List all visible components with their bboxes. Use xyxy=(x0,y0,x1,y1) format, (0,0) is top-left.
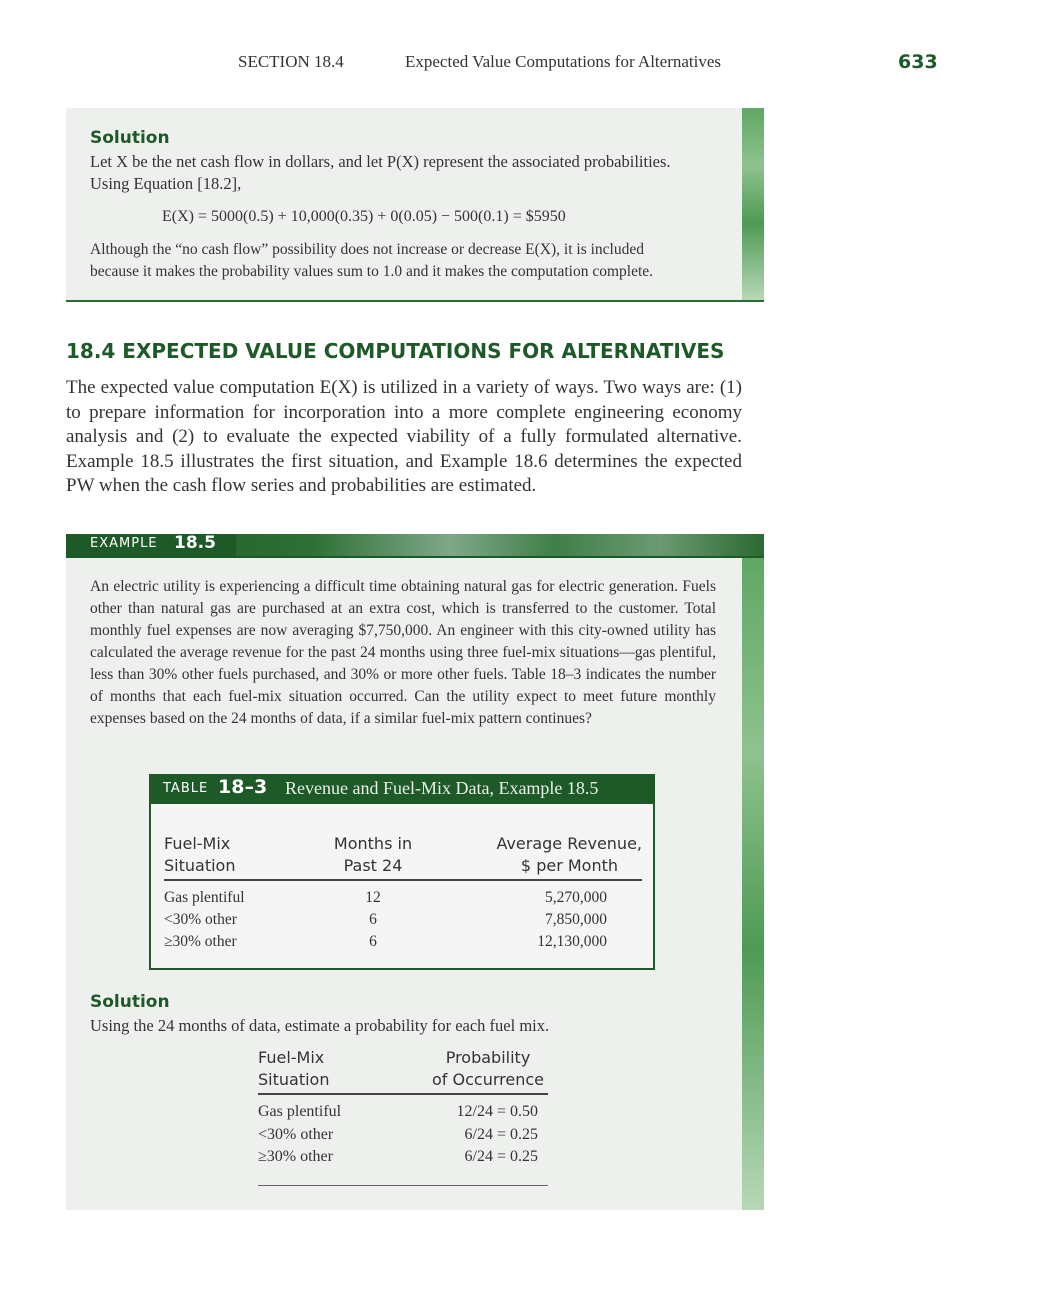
probability-header: of Occurrence xyxy=(432,1070,544,1089)
solution-note: because it makes the probability values sum to 1.0 and it makes the computation complete. xyxy=(90,263,654,280)
table-header: Past 24 xyxy=(343,856,403,875)
probability-cell: Gas plentiful xyxy=(258,1103,342,1120)
section-title: Expected Value Computations for Alternatives xyxy=(405,52,722,71)
solution-note: Although the “no cash flow” possibility does not increase or decrease E(X), it is included xyxy=(90,241,644,258)
table-header: Fuel-Mix xyxy=(164,834,231,853)
example-problem: An electric utility is experiencing a difficult time obtaining natural gas for electric generation. Fuels other than natural gas are purchased at an extra cost, which is transferred to the customer. Total monthly fuel expenses are now averaging $7,750,000. An engineer with this city-owned utility has calculated the average revenue for the past 24 months using three fuel-mix situations—gas plentiful, less than 30% other fuels purchased, and 30% or more other fuels. Table 18–3 indicates the number of months that each fuel-mix situation occurred. Can the utility expect to meet future monthly expenses based on the 24 months of data, if a similar fuel-mix pattern continues? xyxy=(90,578,716,727)
probability-cell: 6/24 = 0.25 xyxy=(464,1148,538,1165)
solution-line: Let X be the net cash flow in dollars, and let P(X) represent the associated probabilities. xyxy=(90,152,671,171)
table-caption: Revenue and Fuel-Mix Data, Example 18.5 xyxy=(285,778,599,798)
table-cell: Gas plentiful xyxy=(164,889,245,906)
table-cell: 6 xyxy=(369,933,377,950)
table-cell: 5,270,000 xyxy=(545,889,607,906)
table-label: TABLE xyxy=(163,781,209,796)
probability-header: Situation xyxy=(258,1070,330,1089)
table-header: Months in xyxy=(333,834,413,853)
table-cell: 7,850,000 xyxy=(545,911,607,928)
decorative-side-strip xyxy=(742,556,764,1210)
probability-cell: ≥30% other xyxy=(258,1148,333,1165)
solution-heading: Solution xyxy=(90,128,170,148)
probability-header: Probability xyxy=(445,1048,531,1067)
probability-header: Fuel-Mix xyxy=(258,1048,325,1067)
probability-cell: 6/24 = 0.25 xyxy=(464,1126,538,1143)
table-header-rule xyxy=(164,879,642,881)
section-label: SECTION 18.4 xyxy=(238,52,344,71)
table-header: Situation xyxy=(164,856,236,875)
decorative-side-strip xyxy=(742,108,764,300)
solution-line: Using the 24 months of data, estimate a probability for each fuel mix. xyxy=(90,1016,550,1035)
table-cell: 12 xyxy=(365,889,381,906)
probability-cell: 12/24 = 0.50 xyxy=(456,1103,538,1120)
probability-bottom-rule xyxy=(258,1185,548,1186)
example-label: EXAMPLE xyxy=(90,536,158,551)
table-number: 18–3 xyxy=(218,776,268,798)
probability-header-rule xyxy=(258,1093,548,1095)
section-heading: 18.4 EXPECTED VALUE COMPUTATIONS FOR ALTERNATIVES xyxy=(66,339,725,363)
table-cell: <30% other xyxy=(164,911,237,928)
page-number: 633 xyxy=(898,51,938,73)
probability-cell: <30% other xyxy=(258,1126,334,1143)
solution-heading: Solution xyxy=(90,992,170,1012)
running-header xyxy=(0,0,1038,90)
table-cell: 6 xyxy=(369,911,377,928)
table-header: Average Revenue, xyxy=(496,834,642,853)
section-paragraph: The expected value computation E(X) is utilized in a variety of ways. Two ways are: (1) to prepare information for incorporation into a more complete engineering economy analysis and (2) to evaluate the expected viability of a fully formulated alternative. Example 18.5 illustrates the first situation, and Example 18.6 determines the expected PW when the cash flow series and probabilities are estimated. xyxy=(66,377,742,496)
table-cell: 12,130,000 xyxy=(537,933,607,950)
expected-value-equation: E(X) = 5000(0.5) + 10,000(0.35) + 0(0.05) − 500(0.1) = $5950 xyxy=(162,208,566,225)
example-rule xyxy=(66,556,764,558)
table-cell: ≥30% other xyxy=(164,933,237,950)
solution-line: Using Equation [18.2], xyxy=(90,174,242,193)
panel-divider xyxy=(66,300,764,302)
example-number: 18.5 xyxy=(174,533,216,553)
table-header: $ per Month xyxy=(520,856,618,875)
